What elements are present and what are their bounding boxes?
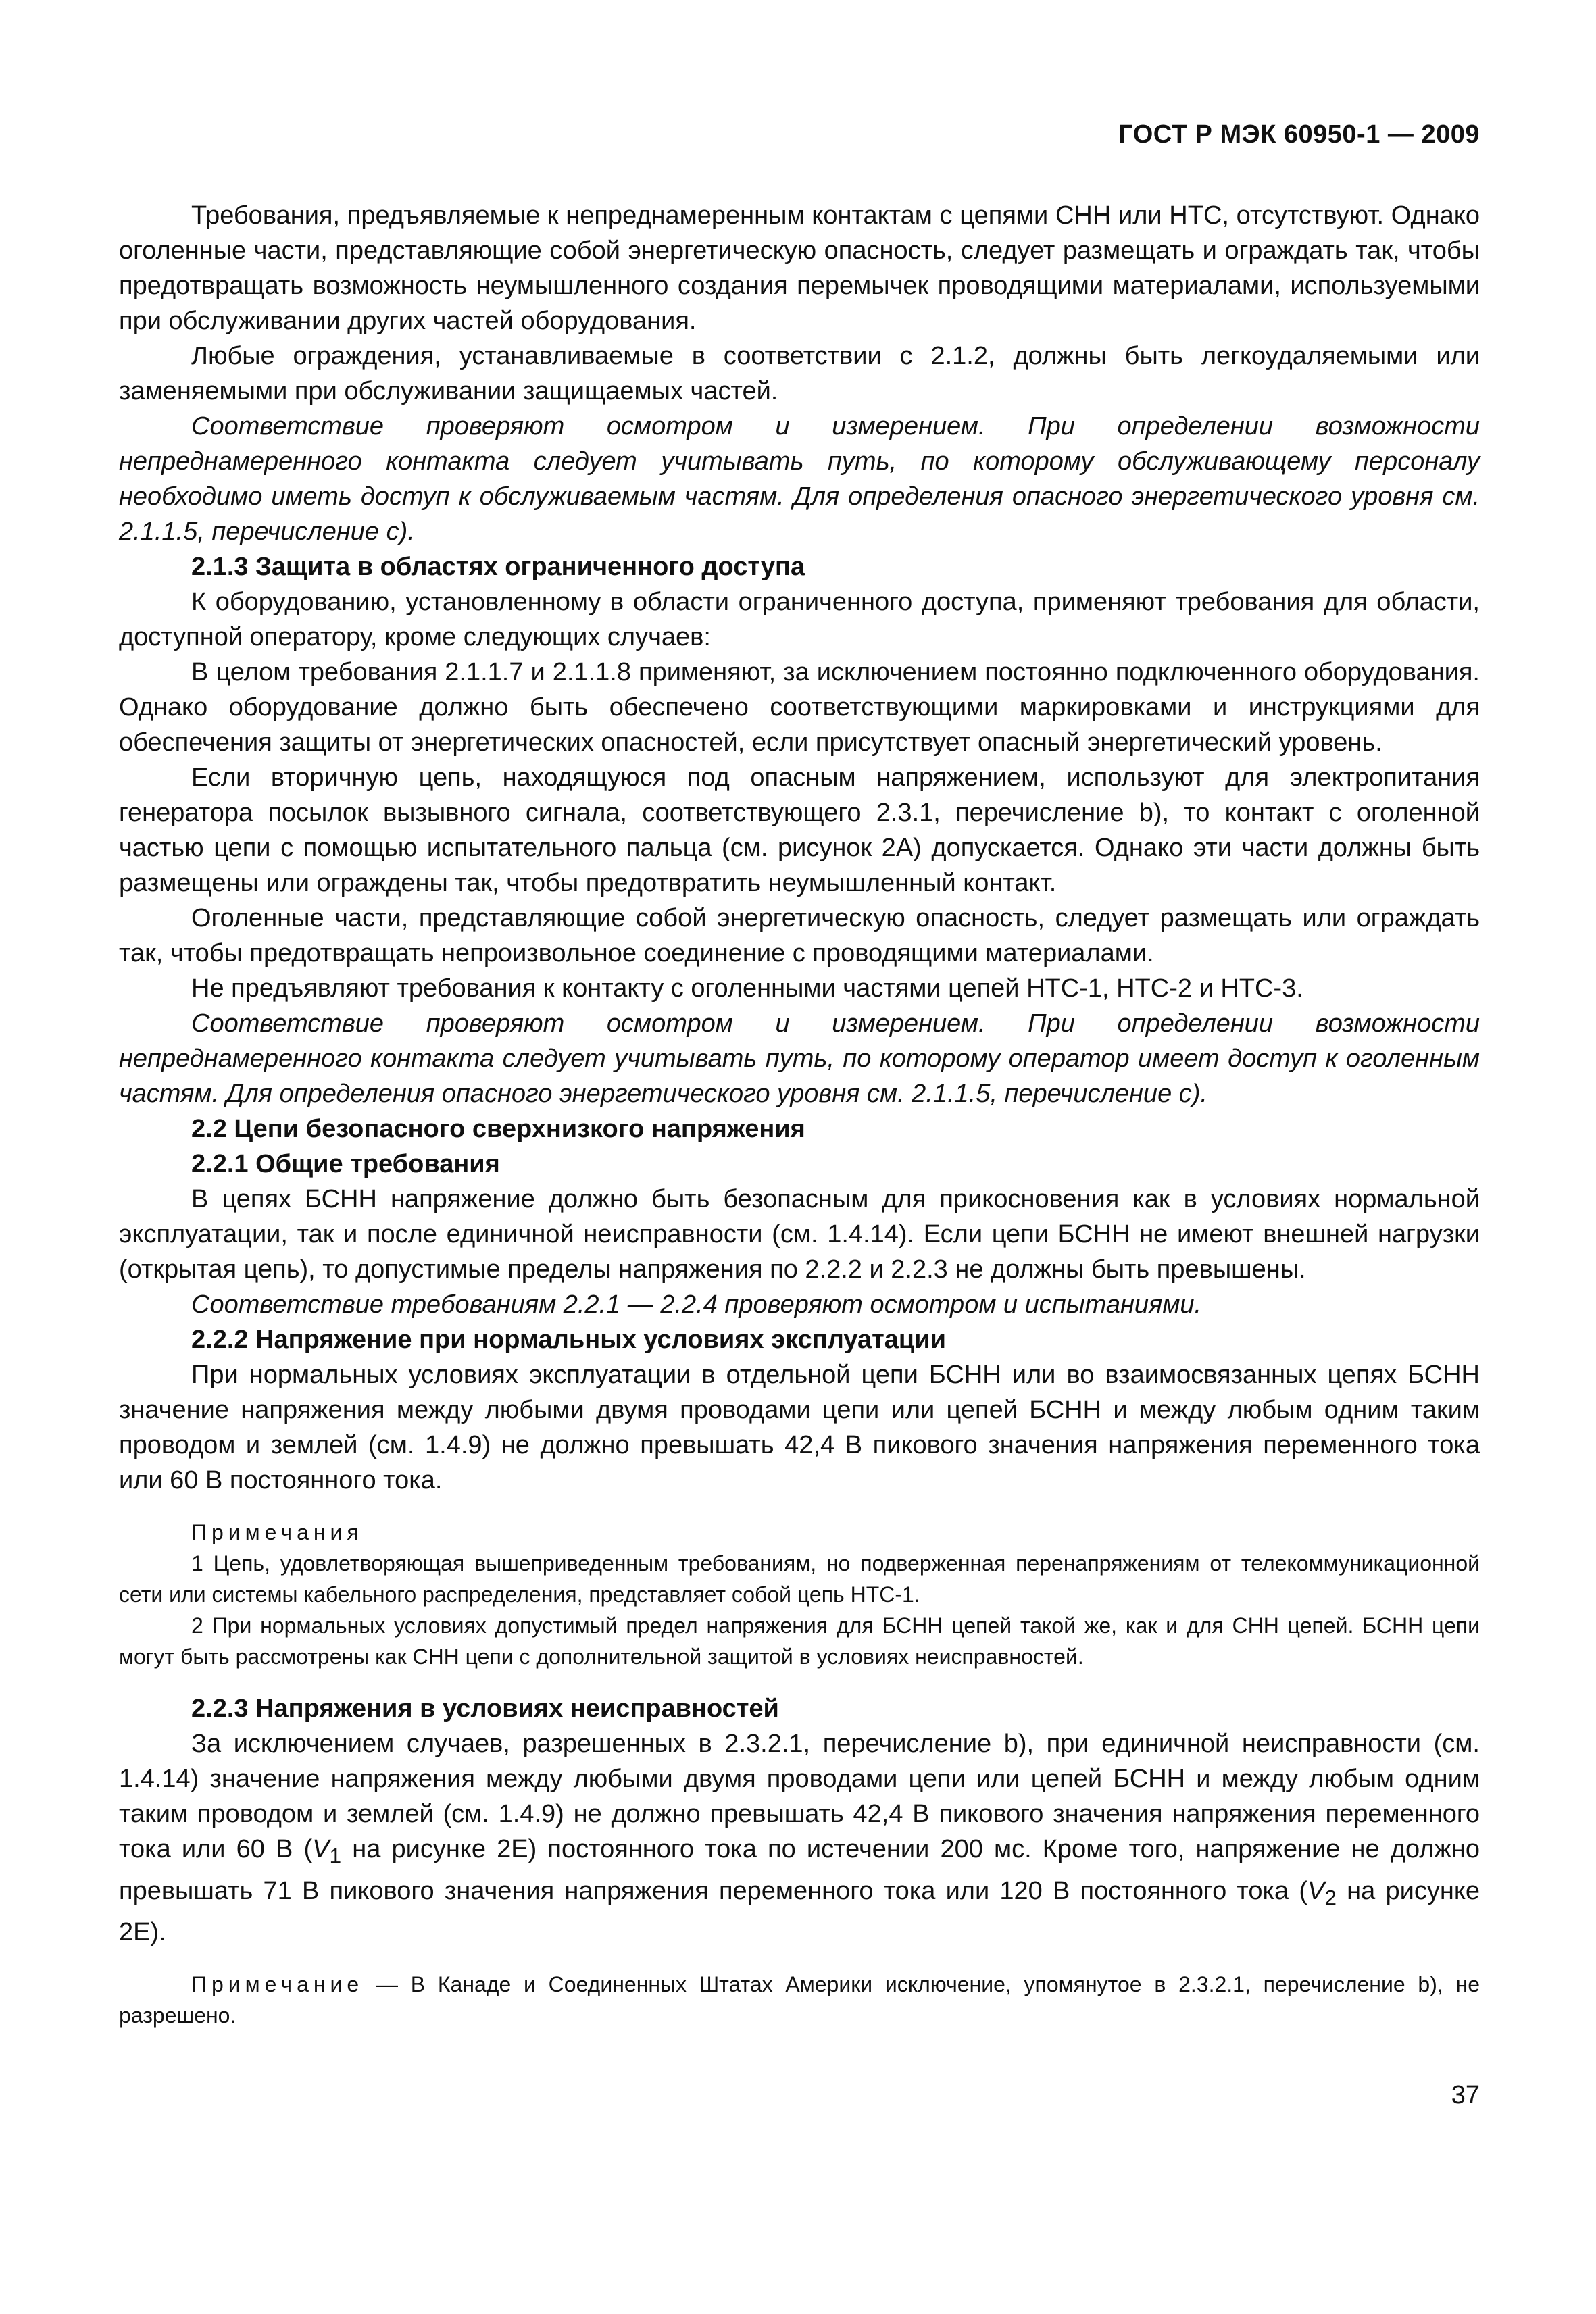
paragraph: К оборудованию, установленному в области ограниченного доступа, применяют требования для области, доступной оператору, кроме следующих случаев: [119,588,1480,651]
note-text: — В Канаде и Соединенных Штатах Америки исключение, упомянутое в 2.3.2.1, перечисление b), не разрешено. [119,1972,1480,2028]
paragraph [119,1726,1480,1950]
paragraph: Если вторичную цепь, находящуюся под опасным напряжением, используют для электропитания генератора посылок вызывного сигнала, соответствующего 2.3.1, перечисление b), то контакт с оголенной частью цепи с помощью испытательного пальца (см. рисунок 2А) допускается. Однако эти части должны быть размещены или ограждены так, чтобы предотвратить неумышленный контакт. [119,763,1480,897]
paragraph: При нормальных условиях эксплуатации в отдельной цепи БСНН или во взаимосвязанных цепях БСНН значение напряжения между любыми двумя проводами цепи или цепей БСНН и между любым одним таким проводом и землей (см. 1.4.9) не должно превышать 42,4 В пикового значения напряжения переменного тока или 60 В постоянного тока. [119,1361,1480,1494]
section-heading-2-2-2: 2.2.2 Напряжение при нормальных условиях эксплуатации [191,1326,946,1354]
v2-symbol: V [1307,1876,1325,1905]
paragraph: В целом требования 2.1.1.7 и 2.1.1.8 применяют, за исключением постоянно подключенного оборудования. Однако оборудование должно быть обеспечено соответствующими маркировками и инструкциями для обеспечения защиты от энергетических опасностей, если присутствует опасный энергетический уровень. [119,658,1480,757]
compliance-note: Соответствие проверяют осмотром и измерением. При определении возможности непреднамеренного контакта следует учитывать путь, по которому оператор имеет доступ к оголенным частям. Для определения опасного энергетического уровня см. 2.1.1.5, перечисление с). [119,1009,1480,1108]
section-heading-2-2-3: 2.2.3 Напряжения в условиях неисправностей [191,1694,779,1723]
document-body [119,198,1480,2031]
page-number: 37 [1451,2081,1480,2109]
v2-subscript: 2 [1324,1885,1337,1910]
standard-header: ГОСТ Р МЭК 60950-1 — 2009 [1118,120,1480,149]
v1-subscript: 1 [329,1843,342,1868]
compliance-note: Соответствие проверяют осмотром и измерением. При определении возможности непреднамеренного контакта следует учитывать путь, по которому обслуживающему персоналу необходимо иметь доступ к обслуживаемым частям. Для определения опасного энергетического уровня см. 2.1.1.5, перечисление с). [119,412,1480,546]
section-heading-2-2-1: 2.2.1 Общие требования [191,1150,500,1178]
section-heading-2-1-3: 2.1.3 Защита в областях ограниченного доступа [191,553,805,581]
paragraph: Любые ограждения, устанавливаемые в соответствии с 2.1.2, должны быть легкоудаляемыми или заменяемыми при обслуживании защищаемых частей. [119,342,1480,405]
note-item: 2 При нормальных условиях допустимый предел напряжения для БСНН цепей такой же, как и для СНН цепей. БСНН цепи могут быть рассмотрены как СНН цепи с дополнительной защитой в условиях неисправностей. [119,1613,1480,1669]
paragraph-part: За исключением случаев, разрешенных в 2.3.2.1, перечисление b), при единичной неисправности (см. 1.4.14) значение напряжения между любыми двумя проводами цепи или цепей БСНН и между любым одним таким проводом и землей (см. 1.4.9) не должно превышать 42,4 В пикового значения напряжения переменного тока или 60 В ( [119,1730,1480,1863]
paragraph: В цепях БСНН напряжение должно быть безопасным для прикосновения как в условиях нормальной эксплуатации, так и после единичной неисправности (см. 1.4.14). Если цепи БСНН не имеют внешней нагрузки (открытая цепь), то допустимые пределы напряжения по 2.2.2 и 2.2.3 не должны быть превышены. [119,1185,1480,1284]
final-note [119,1969,1480,2031]
notes-block [119,1517,1480,1672]
note-item: 1 Цепь, удовлетворяющая вышеприведенным требованиям, но подверженная перенапряжениям от телекоммуникационной сети или системы кабельного распределения, представляет собой цепь НТС-1. [119,1551,1480,1607]
note-item [119,1969,1480,2031]
paragraph-part: на рисунке 2Е). [119,1876,1480,1947]
paragraph: Не предъявляют требования к контакту с оголенными частями цепей НТС-1, НТС-2 и НТС-3. [191,974,1303,1003]
paragraph: Требования, предъявляемые к непреднамеренным контактам с цепями СНН или НТС, отсутствуют. Однако оголенные части, представляющие собой энергетическую опасность, следует размещать и ограждать так, чтобы предотвращать возможность неумышленного создания перемычек проводящими материалами, используемыми при обслуживании других частей оборудования. [119,201,1480,335]
paragraph: Оголенные части, представляющие собой энергетическую опасность, следует размещать или ограждать так, чтобы предотвращать непроизвольное соединение с проводящими материалами. [119,904,1480,967]
v1-symbol: V [312,1835,330,1863]
compliance-note: Соответствие требованиям 2.2.1 — 2.2.4 проверяют осмотром и испытаниями. [191,1290,1202,1319]
notes-title: Примечания [191,1520,364,1544]
section-heading-2-2: 2.2 Цепи безопасного сверхнизкого напряжения [191,1115,805,1143]
note-label: Примечание [191,1972,364,1997]
paragraph-part: на рисунке 2Е) постоянного тока по истечении 200 мс. Кроме того, напряжение не должно превышать 71 В пикового значения напряжения переменного тока или 120 В постоянного тока ( [119,1835,1480,1905]
